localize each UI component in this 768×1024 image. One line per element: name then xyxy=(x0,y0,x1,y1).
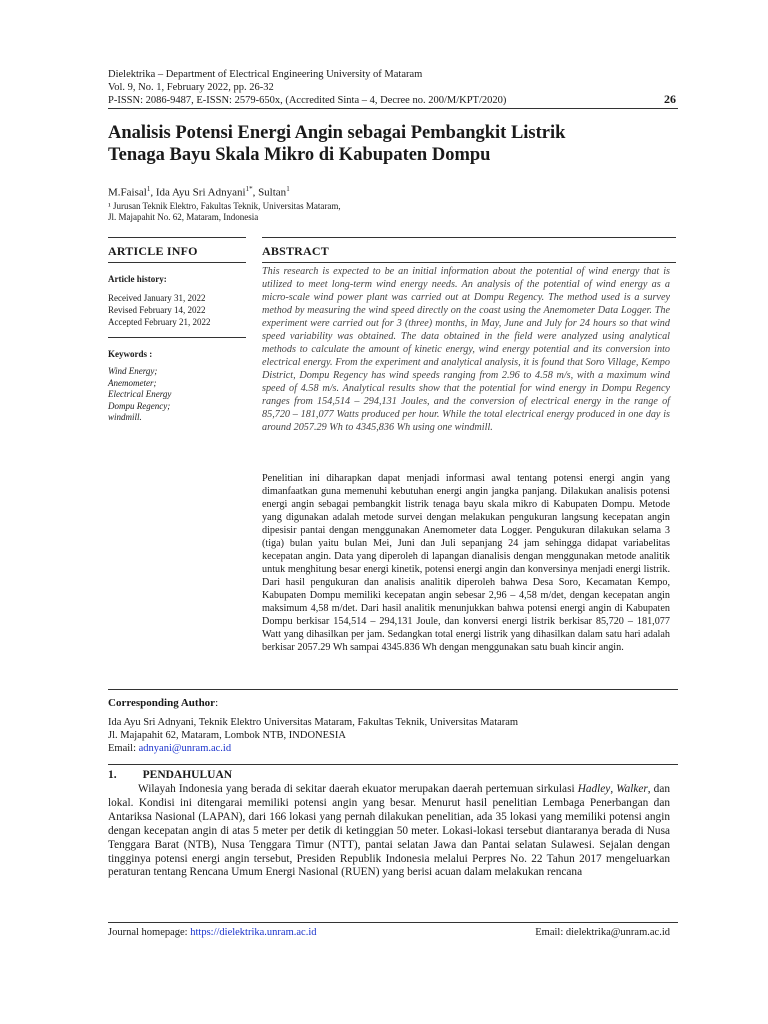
author-2-sup: 1* xyxy=(245,185,253,193)
page-number: 26 xyxy=(664,92,676,106)
author-3: Sultan xyxy=(258,186,287,199)
email-label: Email: xyxy=(108,743,139,754)
journal-header-line1: Dielektrika – Department of Electrical Engineering University of Mataram xyxy=(108,69,423,80)
title-line-1: Analisis Potensi Energi Angin sebagai Pembangkit Listrik xyxy=(108,123,566,143)
author-separator: , xyxy=(150,186,156,199)
corresponding-address: Jl. Majapahit 62, Mataram, Lombok NTB, INDONESIA xyxy=(108,730,346,741)
affiliation-line-2: Jl. Majapahit No. 62, Mataram, Indonesia xyxy=(108,212,259,222)
corresponding-email-link[interactable]: adnyani@unram.ac.id xyxy=(138,743,232,754)
corresponding-bottom-rule xyxy=(108,764,678,765)
paragraph-text-sep: , xyxy=(610,783,617,795)
homepage-label: Journal homepage: xyxy=(108,927,191,938)
abstract-rule-mid xyxy=(262,262,676,263)
keyword-item: Electrical Energy xyxy=(108,389,172,399)
abstract-heading: ABSTRACT xyxy=(262,244,329,258)
article-info-rule-mid xyxy=(108,262,246,263)
abstract-bottom-rule xyxy=(108,689,678,690)
corresponding-author-details xyxy=(108,716,518,755)
abstract-english: This research is expected to be an initial information about the potential of wind energy that is utilized to meet long-term wind energy needs. An analysis of the potential of wind energy as a micro-scale wind power plant was carried out at Dompu Regency. The method used is a survey method by measuring the wind speed directly on the coast using the Anemometer Data Logger. The experiment were carried out for 3 (three) months, in May, June and July for 24 hours so that wind speed variability was obtained. The data obtained in the field were analyzed using analytical methods to calculate the amount of kinetic energy, wind energy potential and its conversion into electrical energy. From the experiment and analytical analysis, it is found that Soro Village, Kempo District, Dompu Regency has wind speeds ranging from 2.96 to 4.58 m/s, with a maximum wind speed of 4.58 m/s. Analytical results show that the potential for wind energy in Dompu Regency ranges from 154,514 – 294,131 Joules, and the conversion of electrical energy in the range of 85,720 – 181,077 Watts produced per hour. While the total electrical energy produced in one day is around 2057.29 Wh to 4345,836 Wh using one windmill. xyxy=(262,266,670,433)
paper-title xyxy=(108,122,668,166)
abstract-indonesian: Penelitian ini diharapkan dapat menjadi informasi awal tentang potensi energi angin yang dimanfaatkan guna memenuhi kebutuhan energi angin jangka panjang. Dilakukan analisis potensi energi angin sebagai pembangkit listrik tenaga bayu skala mikro di Kabupaten Dompu. Metode yang digunakan adalah metode survei dengan melakukan pengukuran langsung kecepatan angin dipesisir pantai dengan menggunakan Anemometer data Logger. Pengukuran dilakukan selama 3 (tiga) bulan yaitu bulan Mei, Juni dan Juli sepanjang 24 jam sehingga didapat variabelitas kecepatan angin. Data yang diperoleh di lapangan dianalisis dengan menggunakan metode analitik untuk menghitung besar energi kinetik, potensi energi angin dan konversinya menjadi energi listrik. Dari hasil pengukuran dan analisis analitik diperoleh bahwa Desa Soro, Kecamatan Kempo, Kabupaten Dompu memiliki kecepatan angin sebesar 2,96 – 4,58 m/det, dengan kecepatan angin maksimum 4,58 m/det. Dari hasil analitik menunjukkan bahwa potensi energi angin di Kabupaten Dompu berkisar 154,514 – 294,131 Joule, dan konversi energi listrik berkisar 85,720 – 181,077 Watt yang dihasilkan per jam. Sedangkan total energi listrik yang dihasilkan dalam satu hari adalah berkisar 2057.29 Wh sampai 4345.836 Wh dengan menggunakan satu buah kincir angin. xyxy=(262,473,670,653)
journal-email: Email: dielektrika@unram.ac.id xyxy=(535,927,670,938)
keywords-list xyxy=(108,366,171,424)
header-divider xyxy=(108,108,678,109)
author-3-sup: 1 xyxy=(286,185,290,193)
title-line-2: Tenaga Bayu Skala Mikro di Kabupaten Dompu xyxy=(108,145,491,165)
journal-header-line3: P-ISSN: 2086-9487, E-ISSN: 2579-650x, (Accredited Sinta – 4, Decree no. 200/M/KPT/2020) xyxy=(108,95,507,106)
corresponding-name-affiliation: Ida Ayu Sri Adnyani, Teknik Elektro Universitas Mataram, Fakultas Teknik, Universitas Mataram xyxy=(108,717,519,728)
affiliation-line-1: ¹ Jurusan Teknik Elektro, Fakultas Teknik, Universitas Mataram, xyxy=(108,201,341,211)
section-number: 1. xyxy=(108,769,117,781)
keywords-label: Keywords : xyxy=(108,349,153,359)
homepage-link[interactable]: https://dielektrika.unram.ac.id xyxy=(190,927,317,938)
journal-homepage xyxy=(108,927,317,938)
paragraph-text-1: Wilayah Indonesia yang berada di sekitar daerah ekuator merupakan daerah pertemuan sirkulasi xyxy=(138,783,575,795)
paragraph-italic-hadley: Hadley xyxy=(577,783,611,795)
journal-header-line2: Vol. 9, No. 1, February 2022, pp. 26-32 xyxy=(108,82,274,93)
footer-rule xyxy=(108,922,678,923)
received-date: Received January 31, 2022 xyxy=(108,293,206,303)
keyword-item: Wind Energy; xyxy=(108,366,158,376)
author-1-sup: 1 xyxy=(146,185,151,193)
author-1: M.Faisal xyxy=(108,186,147,199)
article-history xyxy=(108,292,246,328)
section-1-heading xyxy=(108,769,232,781)
author-separator: , xyxy=(252,186,259,199)
article-info-heading: ARTICLE INFO xyxy=(108,244,198,258)
author-2: Ida Ayu Sri Adnyani xyxy=(155,186,246,199)
accepted-date: Accepted February 21, 2022 xyxy=(108,317,211,327)
keyword-item: windmill. xyxy=(108,412,142,422)
corresponding-colon: : xyxy=(215,697,219,709)
keyword-item: Anemometer; xyxy=(108,377,157,388)
keyword-item: Dompu Regency; xyxy=(108,400,171,411)
revised-date: Revised February 14, 2022 xyxy=(108,305,206,315)
article-history-label: Article history: xyxy=(108,274,167,284)
author-list xyxy=(108,185,290,199)
section-1-paragraph xyxy=(108,783,670,880)
corresponding-author-heading xyxy=(108,697,218,709)
abstract-rule-top xyxy=(262,237,676,238)
article-info-rule-top xyxy=(108,237,246,238)
paragraph-italic-walker: Walker xyxy=(616,783,648,795)
corresponding-email-line xyxy=(108,742,518,755)
corresponding-author-label: Corresponding Author xyxy=(108,697,216,709)
article-info-rule-keywords xyxy=(108,337,246,338)
section-title: PENDAHULUAN xyxy=(142,769,233,781)
paragraph-text-2: , dan lokal. Kondisi ini ditengarai memiliki potensi angin yang besar. Menurut hasil penelitian Lembaga Penerbangan dan Antariksa Nasional (LAPAN), dari 166 lokasi yang pernah dilakukan penelitian, ada 35 lokasi yang memiliki potensi angin dengan kecepatan angin di atas 5 meter per detik di ketinggian 50 meter. Lokasi-lokasi tersebut diantaranya berada di Nusa Tenggara Barat (NTB), Nusa Tenggara Timur (NTT), pantai selatan Jawa dan Pantai selatan Sulawesi. Sejalan dengan tingginya potensi energi angin tersebut, Presiden Republik Indonesia melalui Perpres No. 22 Tahun 2017 mengeluarkan peraturan tentang Rencana Umum Energi Nasional (RUEN) yang berisi acuan dalam melakukan rencana xyxy=(108,783,670,879)
